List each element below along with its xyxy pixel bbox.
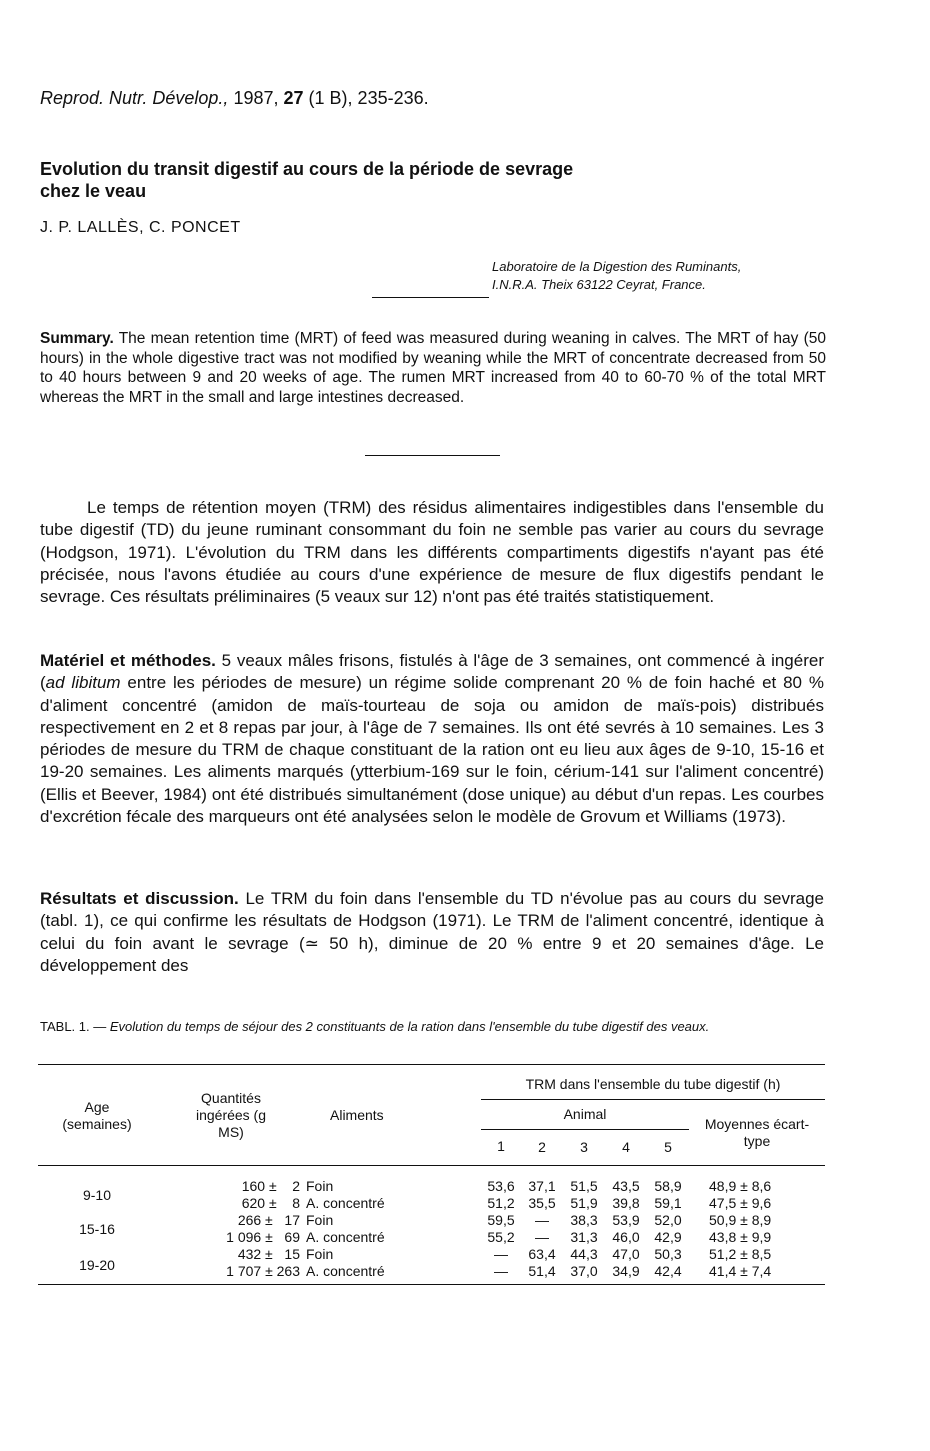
aliment-cell: A. concentré (306, 1229, 385, 1245)
value-cell: 58,9 (654, 1178, 682, 1194)
animal-number: 1 (497, 1138, 505, 1154)
col-header-quantity: Quantités ingérées (g MS) (195, 1090, 267, 1140)
article-title (40, 158, 800, 202)
table-row (38, 1263, 825, 1285)
col-header-animal: Animal (481, 1100, 689, 1130)
mean-cell: 50,9 ± 8,9 (709, 1212, 772, 1228)
value-cell: 51,5 (570, 1178, 598, 1194)
mean-cell: 47,5 ± 9,6 (709, 1195, 772, 1211)
value-cell: 51,2 (487, 1195, 515, 1211)
results-text: Le TRM du foin dans l'ensemble du TD n'évolue pas au cours du sevrage (tabl. 1), ce qui confirme les résultats de Hodgson (1971). Le TRM de l'aliment concentré, identique à celui du foin avant le sevrage (≃ 50 h), diminue de 20 % entre 9 et 20 semaines d'âge. Le développement des (40, 889, 824, 975)
table-row (38, 1178, 825, 1195)
value-cell: 37,0 (563, 1263, 605, 1285)
quantity-cell: 266 ± 17 (237, 1212, 300, 1228)
value-cell: 47,0 (612, 1246, 640, 1262)
value-cell: 37,1 (528, 1178, 556, 1194)
age-cell: 19-20 (38, 1246, 156, 1285)
aliment-cell: Foin (306, 1246, 334, 1262)
caption-text: Evolution du temps de séjour des 2 constituants de la ration dans l'ensemble du tube digestif des veaux. (109, 1019, 710, 1034)
value-cell: 55,2 (487, 1229, 515, 1245)
value-cell: 42,4 (647, 1263, 689, 1285)
value-cell: 39,8 (612, 1195, 640, 1211)
mean-cell: 51,2 ± 8,5 (709, 1246, 772, 1262)
table-row (38, 1212, 825, 1229)
separator-rule (365, 455, 500, 456)
value-cell: 42,9 (654, 1229, 682, 1245)
quantity-cell: 1 096 ± 69 (226, 1229, 300, 1245)
aliment-cell: Foin (306, 1212, 334, 1228)
table-row (38, 1195, 825, 1212)
animal-number: 3 (580, 1139, 588, 1155)
aliment-cell: Foin (306, 1178, 334, 1194)
intro-paragraph: Le temps de rétention moyen (TRM) des résidus alimentaires indigestibles dans l'ensemble du tube digestif (TD) du jeune ruminant consommant du foin ne semble pas varier au cours du sevrage (Hodgson, 1971). L'évolution du TRM dans les différents compartiments digestifs n'ayant pas été précisée, nous l'avons étudiée au cours d'une expérience de mesure de flux digestifs pendant le sevrage. Ces résultats préliminaires (5 veaux sur 12) n'ont pas été traités statistiquement. (40, 498, 824, 607)
affiliation-line-2: I.N.R.A. Theix 63122 Ceyrat, France. (492, 277, 706, 292)
value-cell: 59,5 (487, 1212, 515, 1228)
value-cell: 46,0 (612, 1229, 640, 1245)
value-cell: 31,3 (570, 1229, 598, 1245)
value-cell: 53,6 (487, 1178, 515, 1194)
journal-citation (40, 88, 429, 109)
value-cell: — (494, 1246, 508, 1262)
quantity-cell: 620 ± 8 (241, 1195, 300, 1211)
affiliation (492, 258, 741, 294)
caption-label: TABL. 1. — (40, 1019, 110, 1034)
journal-year: 1987, (233, 88, 279, 108)
value-cell: 38,3 (570, 1212, 598, 1228)
mean-cell: 48,9 ± 8,6 (709, 1178, 772, 1194)
mean-cell: 43,8 ± 9,9 (709, 1229, 772, 1245)
summary (40, 329, 826, 407)
value-cell: 51,4 (521, 1263, 563, 1285)
value-cell: — (481, 1263, 521, 1285)
results-table (38, 1064, 825, 1285)
title-line-1: Evolution du transit digestif au cours de la période de sevrage (40, 159, 574, 179)
col-header-age: Age (semaines) (62, 1098, 132, 1132)
aliment-cell: A. concentré (306, 1263, 481, 1285)
age-cell: 15-16 (79, 1220, 115, 1237)
journal-volume: 27 (283, 88, 304, 108)
value-cell: 34,9 (605, 1263, 647, 1285)
value-cell: — (535, 1212, 549, 1228)
summary-label: Summary. (40, 330, 114, 347)
value-cell: 43,5 (612, 1178, 640, 1194)
col-header-moyennes: Moyennes écart-type (704, 1115, 810, 1149)
title-line-2: chez le veau (40, 181, 147, 201)
methods-paragraph (40, 650, 824, 828)
affiliation-line-1: Laboratoire de la Digestion des Ruminants, (492, 259, 742, 274)
separator-rule (372, 297, 489, 298)
animal-number: 4 (622, 1139, 630, 1155)
quantity-cell: 160 ± 2 (241, 1178, 300, 1194)
value-cell: 59,1 (654, 1195, 682, 1211)
methods-heading: Matériel et méthodes. (40, 651, 216, 670)
col-header-aliments: Aliments (330, 1107, 384, 1123)
methods-text-a: 5 veaux mâles frisons, fistulés à l'âge de 3 semaines, ont commencé à ingérer ( (40, 651, 824, 693)
mean-cell: 41,4 ± 7,4 (689, 1263, 825, 1285)
animal-number: 5 (664, 1139, 672, 1155)
value-cell: 53,9 (612, 1212, 640, 1228)
results-heading: Résultats et discussion. (40, 889, 239, 908)
col-header-trm: TRM dans l'ensemble du tube digestif (h) (481, 1066, 825, 1100)
table-caption (40, 1018, 826, 1035)
summary-text: The mean retention time (MRT) of feed was measured during weaning in calves. The MRT of hay (50 hours) in the whole digestive tract was not modified by weaning while the MRT of concentrate decreased from 50 to 40 hours between 9 and 20 weeks of age. The rumen MRT increased from 40 to 60-70 % of the total MRT whereas the MRT in the small and large intestines decreased. (40, 330, 826, 406)
quantity-cell: 1 707 ± 263 (156, 1263, 306, 1285)
value-cell: 51,9 (570, 1195, 598, 1211)
journal-issue-pages: (1 B), 235-236. (308, 88, 429, 108)
animal-number: 2 (538, 1139, 546, 1155)
methods-italic: ad libitum (45, 673, 121, 693)
table-row (38, 1229, 825, 1246)
value-cell: 63,4 (528, 1246, 556, 1262)
authors: J. P. LALLÈS, C. PONCET (40, 219, 241, 236)
value-cell: 44,3 (570, 1246, 598, 1262)
value-cell: 50,3 (654, 1246, 682, 1262)
aliment-cell: A. concentré (306, 1195, 385, 1211)
value-cell: 35,5 (528, 1195, 556, 1211)
value-cell: — (535, 1229, 549, 1245)
journal-name: Reprod. Nutr. Dévelop., (40, 88, 229, 108)
methods-text-b: entre les périodes de mesure) un régime solide comprenant 20 % de foin haché et 80 % d'aliment concentré (amidon de maïs-tourteau de soja ou amidon de maïs-pois) distribués respectivement en 2 et 8 repas par jour, à l'âge de 7 semaines. Ils ont été sevrés à 10 semaines. Les 3 périodes de mesure du TRM de chaque constituant de la ration ont eu lieu aux âges de 9-10, 15-16 et 19-20 semaines. Les aliments marqués (ytterbium-169 sur le foin, cérium-141 sur l'aliment concentré) (Ellis et Beever, 1984) ont été distribués simultanément (dose unique) au début d'un repas. Les courbes d'excrétion fécale des marqueurs ont été analysées selon le modèle de Grovum et Williams (1973). (40, 673, 824, 827)
table-header-row-1 (38, 1066, 825, 1100)
quantity-cell: 432 ± 15 (237, 1246, 300, 1262)
table-row (38, 1246, 825, 1263)
value-cell: 52,0 (654, 1212, 682, 1228)
results-paragraph (40, 888, 824, 977)
age-cell: 9-10 (82, 1186, 112, 1203)
